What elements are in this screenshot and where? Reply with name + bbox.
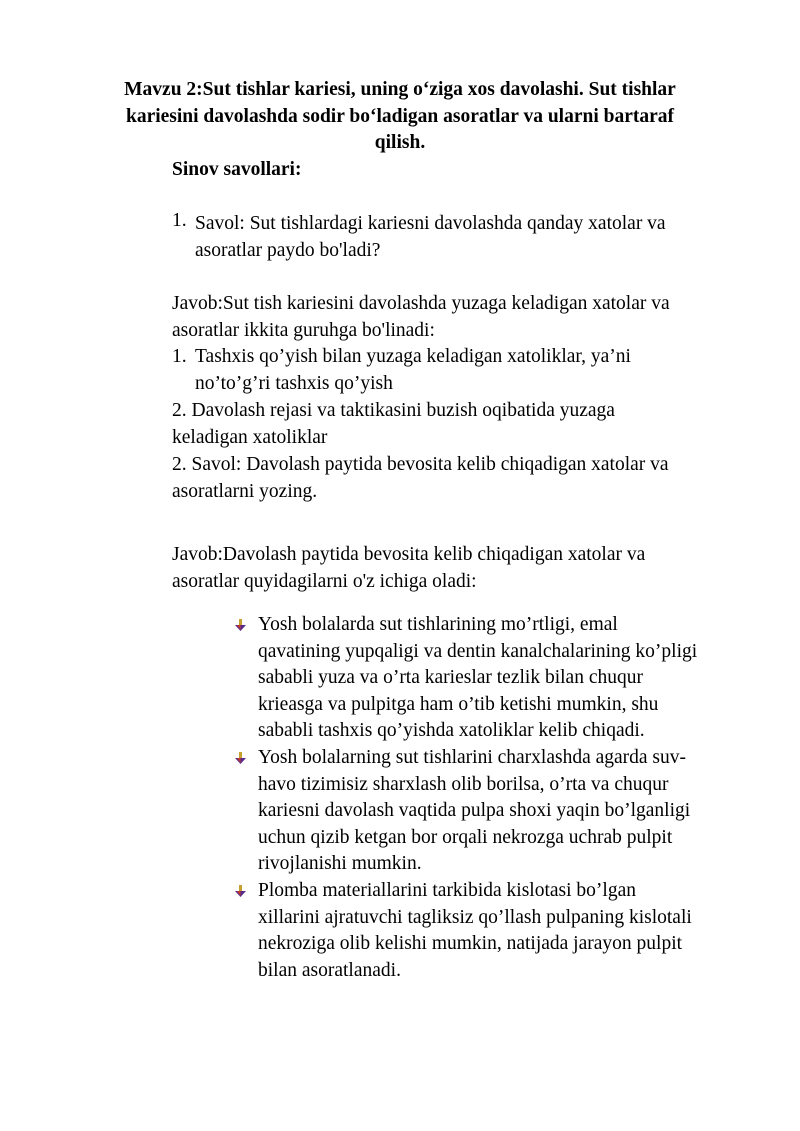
question-text: Savol: Sut tishlardagi kariesni davolashda qanday xatolar va xyxy=(195,213,666,234)
bullet-item-text: bilan asoratlanadi. xyxy=(258,959,401,981)
bullet-item-text: krieasga va pulpitga ham o’tib ketishi mumkin, shu xyxy=(258,693,659,715)
list-item-text: no’to’g’ri tashxis qo’yish xyxy=(195,373,393,394)
section-heading: Sinov savollari: xyxy=(172,159,302,180)
arrow-down-bullet-icon xyxy=(234,752,247,765)
list-item-number: 1. xyxy=(172,346,187,367)
answer-text: asoratlar quyidagilarni o'z ichiga oladi: xyxy=(172,571,477,592)
bullet-item-text: rivojlanishi mumkin. xyxy=(258,853,422,875)
bullet-item-text: qavatining yupqaligi va dentin kanalchalarining ko’pligi xyxy=(258,640,698,662)
title-line: Mavzu 2:Sut tishlar kariesi, uning o‘ziga xos davolashi. Sut tishlar xyxy=(124,79,676,100)
bullet-item-text: Yosh bolalarda sut tishlarining mo’rtligi, emal xyxy=(258,614,618,635)
bullet-item-text: uchun qizib ketgan bor orqali nekrozga uchrab pulpit xyxy=(258,826,673,848)
title-line: qilish. xyxy=(374,132,426,153)
bullet-item-text: nekroziga olib kelishi mumkin, natijada jarayon pulpit xyxy=(258,933,683,955)
question-number: 1. xyxy=(172,210,187,231)
arrow-down-bullet-icon xyxy=(234,885,247,898)
list-item-text: 2. Davolash rejasi va taktikasini buzish oqibatida yuzaga xyxy=(172,400,615,421)
answer-text: Javob:Davolash paytida bevosita kelib chiqadigan xatolar va xyxy=(172,544,646,565)
bullet-item-text: sababli tashxis qo’yishda xatoliklar kelib chiqadi. xyxy=(258,720,645,742)
bullet-item-text: xillarini ajratuvchi tagliksiz qo’llash pulpaning kislotali xyxy=(258,906,692,928)
title-line: kariesini davolashda sodir bo‘ladigan asoratlar va ularni bartaraf xyxy=(125,105,675,127)
list-item-text: Tashxis qo’yish bilan yuzaga keladigan xatoliklar, ya’ni xyxy=(195,346,631,367)
list-item-text: keladigan xatoliklar xyxy=(172,427,328,448)
question-text: asoratlarni yozing. xyxy=(172,481,318,502)
bullet-item-text: sababli yuza va o’rta karieslar tezlik bilan chuqur xyxy=(258,667,643,689)
bullet-item-text: havo tizimisiz sharxlash olib borilsa, o’rta va chuqur xyxy=(258,773,669,795)
question-text: 2. Savol: Davolash paytida bevosita kelib chiqadigan xatolar va xyxy=(172,454,669,475)
arrow-down-bullet-icon xyxy=(234,619,247,632)
document-title xyxy=(100,77,700,157)
answer-text: asoratlar ikkita guruhga bo'linadi: xyxy=(172,320,435,341)
bullet-item-text: Yosh bolalarning sut tishlarini charxlashda agarda suv- xyxy=(258,747,687,768)
question-text: asoratlar paydo bo'ladi? xyxy=(195,240,381,261)
bullet-item-text: kariesni davolash vaqtida pulpa shoxi yaqin bo’lganligi xyxy=(258,800,691,822)
bullet-item-text: Plomba materiallarini tarkibida kislotasi bo’lgan xyxy=(258,880,636,901)
answer-text: Javob:Sut tish kariesini davolashda yuzaga keladigan xatolar va xyxy=(172,293,670,314)
